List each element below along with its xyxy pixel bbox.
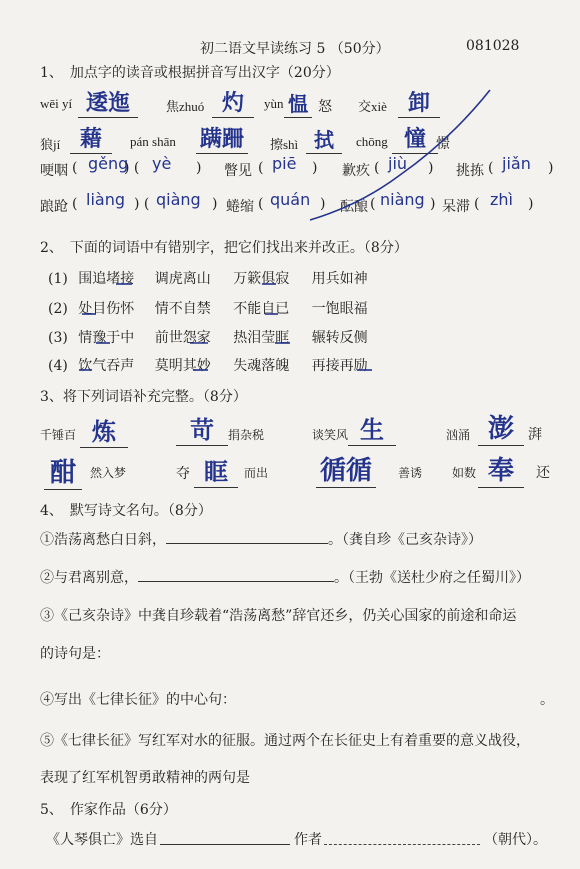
answer-ji: 藉 bbox=[70, 122, 112, 154]
paren-lq-3: ) bbox=[212, 196, 218, 212]
s4-q2-text: ②与君离别意， bbox=[40, 570, 138, 586]
s3-r1-b-answer: 苛 bbox=[176, 410, 228, 446]
answer-zhi: zhì bbox=[490, 190, 513, 209]
answer-qiang: qiàng bbox=[156, 190, 201, 209]
grader-slash-mark bbox=[300, 80, 500, 230]
s3-r1-d-suffix: 湃 bbox=[528, 427, 542, 443]
answer-panshan: 蹒跚 bbox=[196, 122, 248, 154]
s2-row-4-w4: 再接再励 bbox=[311, 358, 368, 374]
s2-row-1-w2: 调虎离山 bbox=[154, 271, 211, 287]
s2-row-4-w3: 失魂落魄 bbox=[233, 358, 290, 374]
text-nu: 怒 bbox=[318, 99, 332, 115]
prompt-yun: yùn bbox=[264, 96, 284, 111]
answer-geng: gěng bbox=[88, 154, 129, 173]
s3-r2-c-suffix: 善诱 bbox=[398, 466, 423, 480]
word-liangqiang: 踉跄 bbox=[40, 199, 68, 215]
page-title: 初二语文早读练习 5 （50分） bbox=[200, 41, 390, 57]
paren-quan-open: ( bbox=[258, 196, 264, 212]
s5-q1-source-label: 《人琴俱亡》选自 bbox=[46, 832, 158, 848]
answer-pie: piē bbox=[272, 154, 297, 173]
s2-row-4-num: (4) bbox=[48, 358, 68, 374]
paren-lq-1: ( bbox=[72, 196, 78, 212]
s2-row-3-w1: 情豫于中 bbox=[78, 330, 135, 346]
s2-row-4-w2: 莫明其妙 bbox=[154, 358, 211, 374]
paren-pie-close: ) bbox=[312, 160, 318, 176]
s2-row-3-w2: 前世怨家 bbox=[154, 330, 211, 346]
s3-r2-a-answer: 酣 bbox=[44, 452, 82, 490]
paren-pie-open: ( bbox=[258, 160, 264, 176]
answer-chong: 憧 bbox=[392, 122, 438, 154]
paren-jiu-close: ) bbox=[428, 160, 434, 176]
s4-q2 bbox=[40, 567, 530, 587]
answer-weiyi: 逶迤 bbox=[78, 86, 138, 118]
s4-q5-line1: ⑤《七律长征》写红军对水的征服。通过两个在长征史上有着重要的意义战役， bbox=[40, 733, 530, 749]
paren-jiu-open: ( bbox=[374, 160, 380, 176]
s4-q4: ④写出《七律长征》的中心句： bbox=[40, 692, 236, 708]
prompt-panshan: pán shān bbox=[130, 134, 176, 149]
paren-zhi-open: ( bbox=[474, 196, 480, 212]
s5-q1-dynasty-label: （朝代）。 bbox=[484, 832, 547, 848]
s2-row-1-w4: 用兵如神 bbox=[311, 271, 368, 287]
s5-q1-author-label: 作者 bbox=[294, 832, 322, 848]
section-4-heading: 4、 默写诗文名句。（8分） bbox=[40, 503, 212, 519]
prompt-langji: 狼jí bbox=[40, 137, 61, 152]
answer-liang: liàng bbox=[86, 190, 125, 209]
word-daizhi: 呆滞 bbox=[442, 199, 470, 215]
s2-row-3-num: (3) bbox=[48, 330, 68, 346]
answer-jiu: jiù bbox=[388, 154, 408, 173]
s3-r2-d-prefix: 如数 bbox=[452, 466, 477, 480]
s3-r2-b-prefix: 夺 bbox=[176, 466, 190, 482]
text-jing: 憬 bbox=[436, 136, 450, 152]
section-1-heading: 1、 加点字的读音或根据拼音写出汉字（20分） bbox=[40, 65, 340, 81]
answer-xie: 卸 bbox=[398, 86, 440, 118]
word-gengye: 哽咽 bbox=[40, 163, 68, 179]
document-code: 081028 bbox=[466, 38, 520, 54]
s4-q5-line2: 表现了红军机智勇敢精神的两句是 bbox=[40, 770, 250, 786]
word-tiaojian: 挑拣 bbox=[456, 163, 484, 179]
answer-ye: yè bbox=[152, 154, 172, 173]
paren-niang-open: ( bbox=[370, 196, 376, 212]
s3-r2-b-answer: 眶 bbox=[194, 452, 238, 488]
paren-gengye-2: ) ( bbox=[124, 160, 140, 176]
section-5-heading: 5、 作家作品（6分） bbox=[40, 802, 177, 818]
s3-r2-b-suffix: 而出 bbox=[244, 466, 269, 480]
prompt-jiaoxie: 交xiè bbox=[358, 99, 387, 114]
s2-row-1-w3: 万簌俱寂 bbox=[233, 271, 290, 287]
answer-zhuo: 灼 bbox=[212, 86, 254, 118]
s3-r2-c-answer: 循循 bbox=[316, 450, 376, 488]
s4-q3-line1: ③《己亥杂诗》中龚自珍载着“浩荡离愁”辞官还乡，仍关心国家的前途和命运 bbox=[40, 608, 517, 624]
prompt-chong: chōng bbox=[356, 134, 388, 149]
s2-row-3-w3: 热泪莹眶 bbox=[233, 330, 290, 346]
paren-lq-2: ) ( bbox=[134, 196, 150, 212]
s5-q1-blank-source bbox=[160, 828, 290, 845]
s2-correction-marks bbox=[40, 260, 380, 380]
s3-r1-b-suffix: 捐杂税 bbox=[228, 428, 265, 442]
answer-niang: niàng bbox=[380, 190, 425, 209]
s5-q1-blank-author bbox=[324, 828, 480, 845]
answer-shi: 拭 bbox=[306, 124, 342, 154]
s2-row-2-num: (2) bbox=[48, 301, 68, 317]
s2-row-2-w3: 不能自已 bbox=[233, 301, 290, 317]
word-quansuo: 蜷缩 bbox=[226, 199, 254, 215]
answer-yun: 愠 bbox=[284, 88, 312, 118]
s3-r1-a-answer: 炼 bbox=[80, 412, 128, 448]
paren-zhi-close: ) bbox=[528, 196, 534, 212]
s2-row-4-w1: 饮气吞声 bbox=[78, 358, 135, 374]
s3-r1-c-answer: 生 bbox=[348, 410, 396, 446]
s3-r1-c-prefix: 谈笑风 bbox=[312, 428, 349, 442]
s2-row-1-num: (1) bbox=[48, 271, 68, 287]
paren-quan-close: ) bbox=[320, 196, 326, 212]
s4-q3-line2: 的诗句是： bbox=[40, 646, 110, 662]
s2-row-2-w1: 处目伤怀 bbox=[78, 301, 135, 317]
s4-q1-source: 。（龚自珍《己亥杂诗》） bbox=[328, 532, 482, 548]
s4-q2-blank bbox=[138, 567, 334, 582]
s4-q4-end: 。 bbox=[540, 692, 554, 708]
pinyin-weiyi: wēi yí bbox=[40, 96, 73, 111]
s4-q1-text: ①浩荡离愁白日斜， bbox=[40, 532, 166, 548]
paren-gengye-1: ( bbox=[72, 160, 78, 176]
s3-r2-d-answer: 奉 bbox=[478, 450, 524, 488]
s2-row-3-w4: 辗转反侧 bbox=[311, 330, 368, 346]
word-yunniang: 酝酿 bbox=[340, 199, 368, 215]
s4-q1-blank bbox=[166, 529, 328, 544]
section-3-heading: 3、将下列词语补充完整。（8分） bbox=[40, 389, 247, 405]
s3-r1-d-prefix: 汹涌 bbox=[446, 428, 471, 442]
s3-r2-d-suffix: 还 bbox=[536, 465, 550, 481]
s3-r1-a-prefix: 千锤百 bbox=[40, 428, 77, 442]
answer-jian: jiǎn bbox=[502, 154, 531, 173]
word-piejian: 瞥见 bbox=[224, 163, 252, 179]
prompt-jiaozhuo: 焦zhuó bbox=[166, 99, 205, 114]
paren-jian-close: ) bbox=[548, 160, 554, 176]
s3-r2-a-suffix: 然入梦 bbox=[90, 466, 127, 480]
s2-row-2-w2: 情不自禁 bbox=[154, 301, 211, 317]
prompt-cashi: 擦shì bbox=[270, 137, 299, 152]
s4-q1 bbox=[40, 529, 482, 549]
section-2-heading: 2、 下面的词语中有错别字，把它们找出来并改正。（8分） bbox=[40, 240, 408, 256]
s4-q2-source: 。（王勃《送杜少府之任蜀川》） bbox=[334, 570, 530, 586]
s2-row-1-w1: 围追堵接 bbox=[78, 271, 135, 287]
s2-row-2-w4: 一饱眼福 bbox=[311, 301, 368, 317]
answer-quan: quán bbox=[270, 190, 311, 209]
s3-r1-d-answer: 澎 bbox=[478, 408, 524, 446]
word-qianjiu: 歉疚 bbox=[342, 163, 370, 179]
paren-gengye-3: ) bbox=[196, 160, 202, 176]
paren-jian-open: ( bbox=[488, 160, 494, 176]
paren-niang-close: ) bbox=[430, 196, 436, 212]
